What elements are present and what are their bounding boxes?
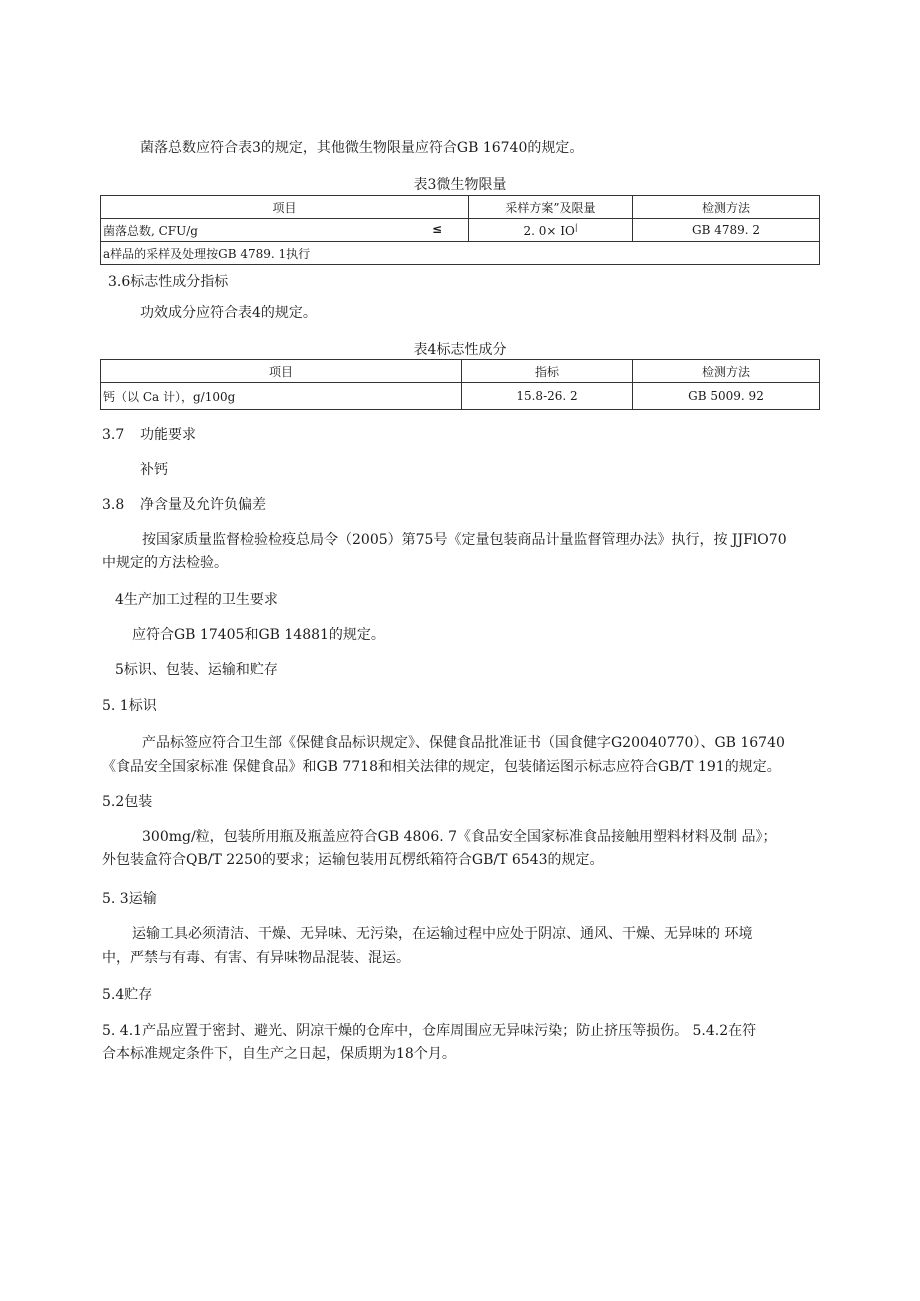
- table4-cell-method: GB 5009. 92: [633, 383, 820, 410]
- table3-item-text: 菌落总数, CFU/g: [103, 223, 198, 238]
- table4-header-item: 项目: [101, 360, 462, 383]
- table3-cell-item: [101, 219, 469, 242]
- section-5-2-line1: 300mg/粒，包装所用瓶及瓶盖应符合GB 4806. 7《食品安全国家标准食品接触用塑料材料及制 品》；: [142, 829, 777, 845]
- section-5-3-heading: 5. 3运输: [102, 891, 157, 907]
- section-3-8-heading: 净含量及允许负偏差: [140, 497, 266, 513]
- table4-cell-item: 钙（以 Ca 计），g/100g: [101, 383, 462, 410]
- section-3-7-body: 补钙: [140, 462, 168, 478]
- table3-cell-limit: [469, 219, 633, 242]
- section-5-3-line1: 运输工具必须清洁、干燥、无异味、无污染，在运输过程中应处于阴凉、通风、干燥、无异味的 环境: [132, 926, 753, 942]
- table3-limit-value: 2. 0× IO: [523, 223, 575, 238]
- section-5-1-heading: 5. 1标识: [102, 698, 157, 714]
- table3: [100, 195, 820, 265]
- table-row: [101, 219, 820, 242]
- table3-header-limit: 采样方案”及限量: [469, 196, 633, 219]
- section-5-1-line1: 产品标签应符合卫生部《保健食品标识规定》、保健食品批准证书（国食健字G20040770）、GB 16740: [142, 735, 785, 751]
- table3-title: 表3微生物限量: [413, 177, 507, 193]
- table3-header-method: 检测方法: [633, 196, 820, 219]
- table3-header-item: 项目: [101, 196, 469, 219]
- table4-title: 表4标志性成分: [413, 342, 507, 358]
- section-5-2-heading: 5.2包装: [102, 794, 153, 810]
- section-5-4-line2: 合本标准规定条件下，自生产之日起，保质期为18个月。: [102, 1046, 456, 1062]
- table3-note: a样品的采样及处理按GB 4789. 1执行: [101, 242, 820, 265]
- section-5-1-line2: 《食品安全国家标准 保健食品》和GB 7718和相关法律的规定，包装储运图示标志应符合GB/T 191的规定。: [102, 759, 781, 775]
- section-3-6-heading: 3.6标志性成分指标: [108, 274, 229, 290]
- intro-paragraph: 菌落总数应符合表3的规定，其他微生物限量应符合GB 16740的规定。: [140, 140, 584, 156]
- section-3-8-line2: 中规定的方法检验。: [102, 555, 228, 571]
- section-5-3-line2: 中，严禁与有毒、有害、有异味物品混装、混运。: [102, 950, 410, 966]
- section-5-heading: 5标识、包装、运输和贮存: [115, 662, 278, 678]
- table4: [100, 359, 820, 410]
- table3-header-row: [101, 196, 820, 219]
- section-3-7-heading: 功能要求: [140, 427, 196, 443]
- less-equal-symbol: ≤: [431, 221, 442, 236]
- section-3-8-number: 3.8: [102, 497, 125, 513]
- table4-header-value: 指标: [462, 360, 633, 383]
- section-3-7-number: 3.7: [102, 427, 125, 443]
- table4-header-row: [101, 360, 820, 383]
- section-5-4-heading: 5.4贮存: [102, 987, 153, 1003]
- table4-cell-value: 15.8-26. 2: [462, 383, 633, 410]
- table3-cell-method: GB 4789. 2: [633, 219, 820, 242]
- section-5-4-line1: 5. 4.1产品应置于密封、避光、阴凉干燥的仓库中，仓库周围应无异味污染；防止挤压等损伤。 5.4.2在符: [102, 1023, 757, 1039]
- section-3-8-line1: 按国家质量监督检验检疫总局令（2005）第75号《定量包装商品计量监督管理办法》执行，按 JJFlO70: [142, 532, 787, 548]
- table3-note-row: [101, 242, 820, 265]
- section-4-body: 应符合GB 17405和GB 14881的规定。: [132, 627, 385, 643]
- table3-limit-exponent: |: [574, 222, 578, 232]
- table4-header-method: 检测方法: [633, 360, 820, 383]
- table-row: [101, 383, 820, 410]
- section-3-6-body: 功效成分应符合表4的规定。: [140, 305, 317, 321]
- section-5-2-line2: 外包装盒符合QB/T 2250的要求；运输包装用瓦楞纸箱符合GB/T 6543的规定。: [102, 852, 604, 868]
- section-4-heading: 4生产加工过程的卫生要求: [115, 592, 278, 608]
